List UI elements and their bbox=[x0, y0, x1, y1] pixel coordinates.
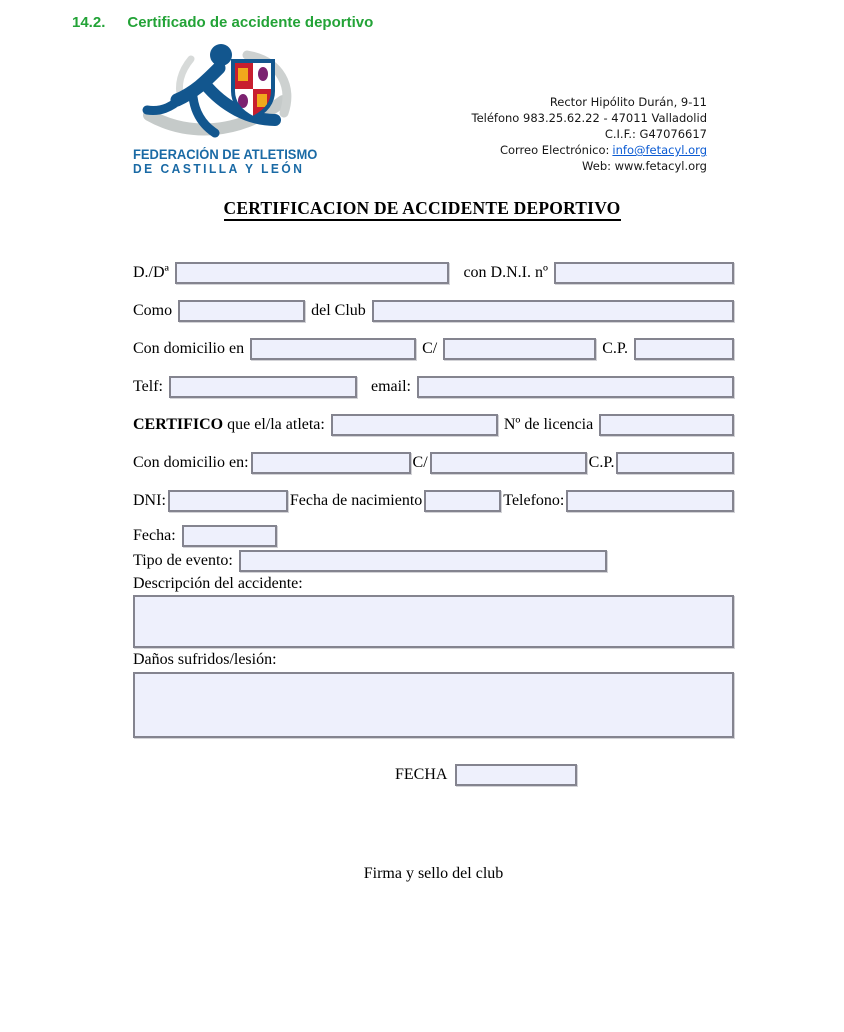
person-street-input[interactable] bbox=[443, 338, 596, 360]
letterhead bbox=[133, 43, 707, 176]
person-address-input[interactable] bbox=[250, 338, 416, 360]
person-postal-label: C.P. bbox=[602, 340, 629, 358]
athlete-postal-label: C.P. bbox=[588, 454, 615, 472]
section-number: 14.2. bbox=[72, 14, 106, 31]
injuries-label: Daños sufridos/lesión: bbox=[133, 651, 277, 669]
role-label: Como bbox=[133, 302, 173, 320]
birthdate-input[interactable] bbox=[424, 490, 501, 512]
license-number-input[interactable] bbox=[599, 414, 734, 436]
athlete-address-input[interactable] bbox=[251, 452, 411, 474]
row-athlete-id bbox=[133, 489, 734, 513]
date-label: Fecha: bbox=[133, 526, 176, 544]
person-postal-input[interactable] bbox=[634, 338, 734, 360]
contact-cif: C.I.F.: G47076617 bbox=[604, 127, 707, 142]
athlete-name-input[interactable] bbox=[331, 414, 498, 436]
person-street-label: C/ bbox=[422, 340, 438, 358]
athlete-postal-input[interactable] bbox=[616, 452, 734, 474]
signature-label: Firma y sello del club bbox=[363, 865, 504, 883]
row-person-contact bbox=[133, 375, 734, 399]
contact-web: Web: www.fetacyl.org bbox=[582, 159, 707, 174]
shield-icon bbox=[233, 61, 273, 119]
certify-label: CERTIFICO que el/la atleta: bbox=[133, 416, 325, 434]
section-heading bbox=[72, 14, 844, 31]
row-athlete-address bbox=[133, 451, 734, 475]
federation-name-line2: DE CASTILLA Y LEÓN bbox=[133, 162, 305, 177]
athlete-dni-label: DNI: bbox=[133, 492, 166, 510]
injuries-textarea[interactable] bbox=[133, 672, 734, 738]
row-footer-date bbox=[395, 763, 734, 787]
row-certify-athlete bbox=[133, 413, 734, 437]
person-dni-label: con D.N.I. nº bbox=[463, 264, 548, 282]
person-email-label: email: bbox=[370, 378, 411, 396]
person-address-label: Con domicilio en bbox=[133, 340, 245, 358]
athlete-phone-label: Telefono: bbox=[503, 492, 565, 510]
contact-phone: Teléfono 983.25.62.22 - 47011 Valladolid bbox=[471, 111, 707, 126]
accident-description-label: Descripción del accidente: bbox=[133, 575, 303, 593]
accident-date-input[interactable] bbox=[182, 525, 277, 547]
birthdate-label: Fecha de nacimiento bbox=[289, 492, 423, 510]
person-email-input[interactable] bbox=[417, 376, 734, 398]
federation-name-line1: FEDERACIÓN DE ATLETISMO bbox=[133, 147, 318, 162]
contact-email-line bbox=[472, 142, 707, 158]
event-type-label: Tipo de evento: bbox=[133, 551, 233, 569]
accident-description-textarea[interactable] bbox=[133, 595, 734, 648]
footer-date-label: FECHA bbox=[395, 766, 448, 784]
row-role-club bbox=[133, 299, 734, 323]
contact-email-label: Correo Electrónico: bbox=[499, 143, 610, 158]
person-dni-input[interactable] bbox=[554, 262, 734, 284]
person-phone-label: Telf: bbox=[133, 378, 163, 396]
license-label: Nº de licencia bbox=[503, 416, 594, 434]
row-event-type bbox=[133, 549, 734, 572]
person-label: D./Dª bbox=[133, 264, 169, 282]
athlete-address-label: Con domicilio en: bbox=[133, 454, 249, 472]
footer-date-input[interactable] bbox=[455, 764, 577, 786]
federation-name bbox=[133, 147, 318, 177]
section-title: Certificado de accidente deportivo bbox=[127, 14, 374, 31]
accident-certificate-form bbox=[133, 261, 734, 883]
row-person bbox=[133, 261, 734, 285]
form-title: CERTIFICACION DE ACCIDENTE DEPORTIVO bbox=[0, 198, 844, 219]
event-type-input[interactable] bbox=[239, 550, 607, 572]
athlete-street-label: C/ bbox=[412, 454, 428, 472]
row-date bbox=[133, 524, 734, 547]
athlete-street-input[interactable] bbox=[430, 452, 587, 474]
row-person-address bbox=[133, 337, 734, 361]
athlete-dni-input[interactable] bbox=[168, 490, 288, 512]
athlete-phone-input[interactable] bbox=[566, 490, 734, 512]
email-link[interactable]: info@fetacyl.org bbox=[612, 143, 707, 158]
accident-details-section bbox=[133, 524, 734, 738]
contact-address: Rector Hipólito Durán, 9-11 bbox=[549, 95, 707, 110]
role-input[interactable] bbox=[178, 300, 305, 322]
person-name-input[interactable] bbox=[175, 262, 449, 284]
federation-logo bbox=[133, 43, 318, 177]
person-phone-input[interactable] bbox=[169, 376, 357, 398]
club-label: del Club bbox=[311, 302, 366, 320]
runner-shield-logo-icon bbox=[133, 43, 311, 147]
club-input[interactable] bbox=[372, 300, 734, 322]
contact-block bbox=[472, 94, 707, 176]
